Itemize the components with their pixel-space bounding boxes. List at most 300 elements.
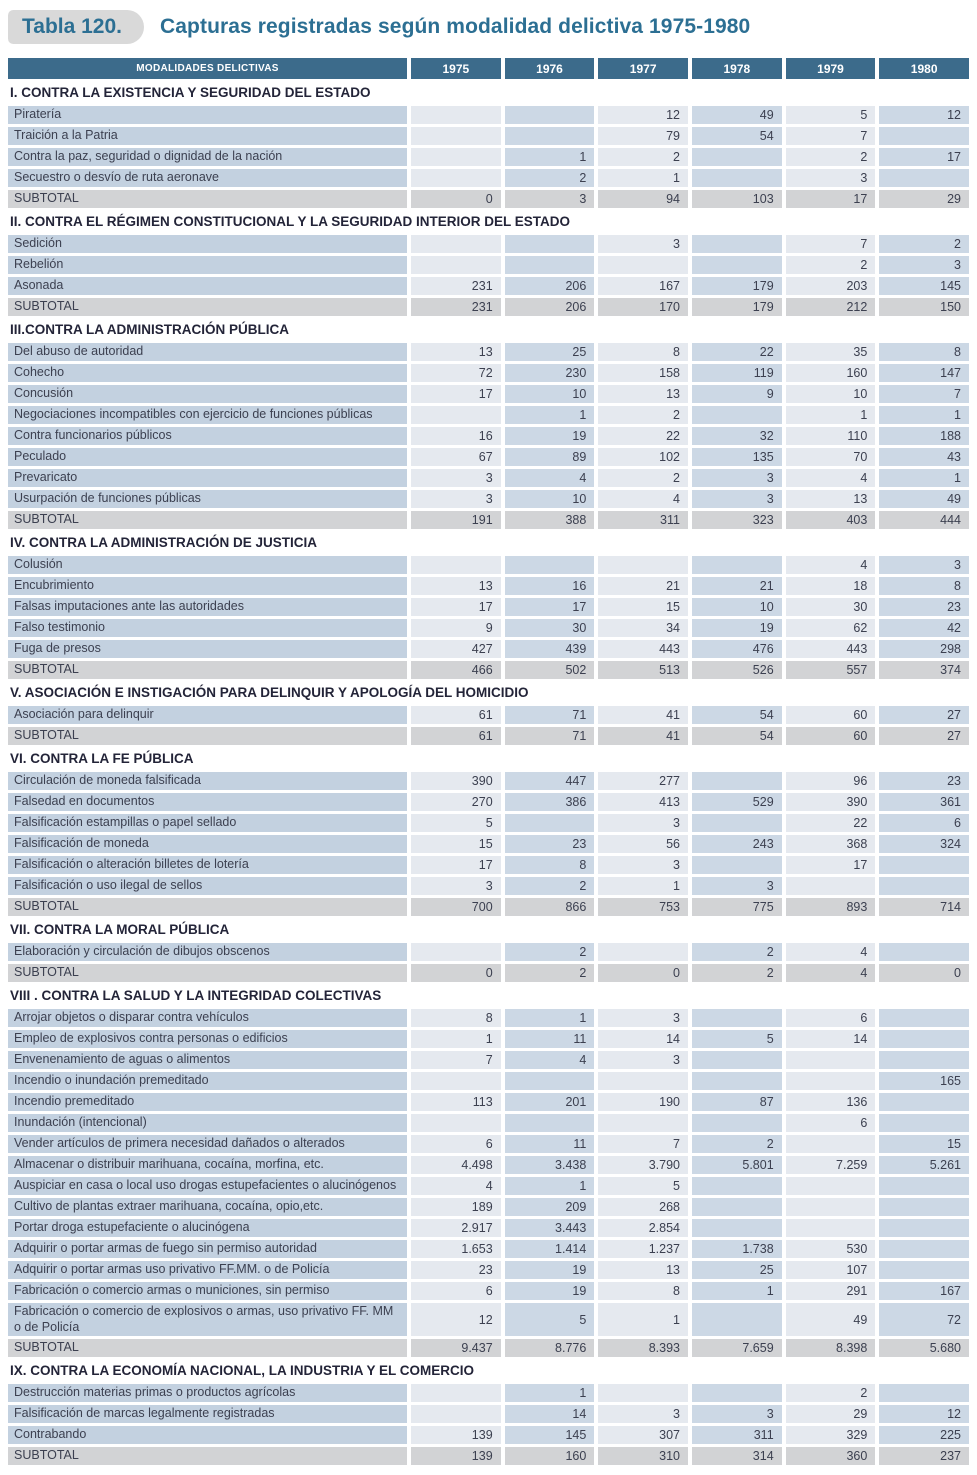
value-cell: 3 [598,1405,688,1423]
value-cell [505,106,595,124]
value-cell [411,943,501,961]
value-cell: 6 [411,1282,501,1300]
value-cell: 2 [505,943,595,961]
value-cell [411,406,501,424]
row-label: Fabricación o comercio armas o municiones, sin permiso [8,1282,407,1300]
value-cell: 3 [598,856,688,874]
value-cell: 67 [411,448,501,466]
value-cell: 17 [411,856,501,874]
value-cell: 42 [879,619,969,637]
value-cell: 14 [786,1030,876,1048]
value-cell: 502 [505,661,595,679]
value-cell: 1.653 [411,1240,501,1258]
value-cell: 167 [598,277,688,295]
value-cell: 145 [505,1426,595,1444]
value-cell: 89 [505,448,595,466]
row-label: Contra funcionarios públicos [8,427,407,445]
value-cell: 268 [598,1198,688,1216]
value-cell: 17 [786,856,876,874]
value-cell: 136 [786,1093,876,1111]
value-cell: 19 [505,1261,595,1279]
value-cell [505,256,595,274]
value-cell: 526 [692,661,782,679]
value-cell: 29 [786,1405,876,1423]
value-cell: 360 [786,1447,876,1465]
subtotal-row [8,511,969,529]
row-label: Falsificación de moneda [8,835,407,853]
value-cell [411,1072,501,1090]
value-cell: 714 [879,898,969,916]
table-row [8,1282,969,1300]
value-cell: 3 [598,814,688,832]
value-cell: 0 [879,964,969,982]
value-cell: 3 [879,256,969,274]
value-cell: 113 [411,1093,501,1111]
value-cell: 34 [598,619,688,637]
value-cell: 530 [786,1240,876,1258]
page-title: Capturas registradas según modalidad delictiva 1975-1980 [160,15,751,38]
value-cell: 150 [879,298,969,316]
row-label: Portar droga estupefaciente o alucinógena [8,1219,407,1237]
section-header: II. CONTRA EL RÉGIMEN CONSTITUCIONAL Y LA SEGURIDAD INTERIOR DEL ESTADO [8,211,969,232]
value-cell: 3 [598,1009,688,1027]
value-cell: 8 [879,577,969,595]
value-cell [505,814,595,832]
row-label: Falsificación o uso ilegal de sellos [8,877,407,895]
value-cell: 4 [786,469,876,487]
value-cell: 4 [598,490,688,508]
value-cell: 16 [411,427,501,445]
value-cell: 277 [598,772,688,790]
row-label: Usurpación de funciones públicas [8,490,407,508]
value-cell: 237 [879,1447,969,1465]
section-header: VI. CONTRA LA FE PÚBLICA [8,748,969,769]
row-label: Cohecho [8,364,407,382]
value-cell: 12 [598,106,688,124]
value-cell: 190 [598,1093,688,1111]
value-cell: 323 [692,511,782,529]
value-cell: 4 [786,943,876,961]
value-cell: 21 [692,577,782,595]
table-row [8,577,969,595]
row-label: Asonada [8,277,407,295]
value-cell: 5 [692,1030,782,1048]
value-cell: 11 [505,1135,595,1153]
value-cell: 7 [879,385,969,403]
column-header-1979: 1979 [786,58,876,79]
value-cell: 72 [411,364,501,382]
value-cell: 1 [692,1282,782,1300]
row-label: Destrucción materias primas o productos agrícolas [8,1384,407,1402]
value-cell: 8.393 [598,1339,688,1357]
row-label: SUBTOTAL [8,298,407,316]
row-label: SUBTOTAL [8,727,407,745]
value-cell: 49 [786,1303,876,1336]
value-cell: 4.498 [411,1156,501,1174]
value-cell: 10 [505,385,595,403]
table-row [8,1009,969,1027]
value-cell: 4 [411,1177,501,1195]
value-cell: 56 [598,835,688,853]
row-label: Envenenamiento de aguas o alimentos [8,1051,407,1069]
value-cell [598,1072,688,1090]
value-cell: 160 [786,364,876,382]
value-cell: 1 [879,469,969,487]
value-cell: 466 [411,661,501,679]
section-header: IV. CONTRA LA ADMINISTRACIÓN DE JUSTICIA [8,532,969,553]
value-cell: 2 [692,1135,782,1153]
subtotal-row [8,727,969,745]
value-cell: 1 [598,1303,688,1336]
value-cell: 12 [879,106,969,124]
value-cell: 4 [786,556,876,574]
value-cell: 3 [411,469,501,487]
value-cell: 5.801 [692,1156,782,1174]
value-cell: 19 [692,619,782,637]
value-cell: 3 [692,490,782,508]
value-cell: 32 [692,427,782,445]
value-cell: 5.261 [879,1156,969,1174]
value-cell: 513 [598,661,688,679]
value-cell: 243 [692,835,782,853]
value-cell: 390 [411,772,501,790]
table-row [8,1384,969,1402]
table-row [8,856,969,874]
value-cell: 403 [786,511,876,529]
value-cell [505,1114,595,1132]
value-cell: 5 [505,1303,595,1336]
value-cell: 12 [879,1405,969,1423]
value-cell: 30 [786,598,876,616]
table-row [8,556,969,574]
value-cell: 311 [692,1426,782,1444]
row-label: Cultivo de plantas extraer marihuana, cocaína, opio,etc. [8,1198,407,1216]
value-cell: 311 [598,511,688,529]
value-cell: 231 [411,277,501,295]
row-label: Colusión [8,556,407,574]
value-cell: 23 [505,835,595,853]
table-row [8,772,969,790]
value-cell: 103 [692,190,782,208]
value-cell [692,772,782,790]
value-cell: 0 [598,964,688,982]
value-cell: 206 [505,277,595,295]
value-cell: 2 [505,964,595,982]
value-cell: 14 [598,1030,688,1048]
value-cell: 54 [692,127,782,145]
value-cell: 444 [879,511,969,529]
table-header-row [8,58,969,79]
value-cell: 307 [598,1426,688,1444]
row-label: SUBTOTAL [8,1339,407,1357]
row-label: Concusión [8,385,407,403]
value-cell [411,235,501,253]
value-cell [692,1114,782,1132]
value-cell: 1 [411,1030,501,1048]
value-cell [692,1009,782,1027]
value-cell [598,256,688,274]
column-header-1980: 1980 [879,58,969,79]
value-cell: 8 [879,343,969,361]
value-cell [411,1405,501,1423]
value-cell: 0 [411,964,501,982]
table-body [8,82,969,1465]
row-label: Falso testimonio [8,619,407,637]
value-cell: 374 [879,661,969,679]
value-cell: 1 [598,877,688,895]
table-number-tag: Tabla 120. [8,10,144,44]
value-cell [411,556,501,574]
value-cell: 1 [598,169,688,187]
subtotal-row [8,190,969,208]
value-cell: 6 [411,1135,501,1153]
value-cell [786,1051,876,1069]
value-cell: 30 [505,619,595,637]
value-cell: 29 [879,190,969,208]
table-row [8,385,969,403]
value-cell: 4 [786,964,876,982]
value-cell: 310 [598,1447,688,1465]
value-cell: 17 [879,148,969,166]
value-cell: 139 [411,1426,501,1444]
value-cell: 3.443 [505,1219,595,1237]
table-row [8,1051,969,1069]
value-cell: 72 [879,1303,969,1336]
value-cell: 447 [505,772,595,790]
value-cell: 413 [598,793,688,811]
value-cell: 119 [692,364,782,382]
value-cell [505,556,595,574]
value-cell: 158 [598,364,688,382]
section-header: IX. CONTRA LA ECONOMÍA NACIONAL, LA INDUSTRIA Y EL COMERCIO [8,1360,969,1381]
value-cell: 8 [598,1282,688,1300]
row-label: Contrabando [8,1426,407,1444]
table-row [8,490,969,508]
value-cell: 201 [505,1093,595,1111]
value-cell: 3 [786,169,876,187]
statistics-table [8,58,969,1465]
row-label: Negociaciones incompatibles con ejercicio de funciones públicas [8,406,407,424]
value-cell: 3 [598,235,688,253]
table-row [8,448,969,466]
value-cell: 5 [598,1177,688,1195]
row-label: Inundación (intencional) [8,1114,407,1132]
table-row [8,835,969,853]
subtotal-row [8,661,969,679]
value-cell: 60 [786,706,876,724]
row-label: SUBTOTAL [8,511,407,529]
value-cell: 5 [786,106,876,124]
value-cell: 17 [505,598,595,616]
value-cell: 700 [411,898,501,916]
value-cell [879,1177,969,1195]
value-cell: 443 [786,640,876,658]
value-cell [692,148,782,166]
value-cell [505,127,595,145]
value-cell: 209 [505,1198,595,1216]
value-cell [879,1051,969,1069]
row-label: SUBTOTAL [8,661,407,679]
value-cell [411,1384,501,1402]
value-cell: 61 [411,706,501,724]
value-cell: 10 [786,385,876,403]
value-cell: 9.437 [411,1339,501,1357]
value-cell: 8 [411,1009,501,1027]
table-row [8,169,969,187]
row-label: Traición a la Patria [8,127,407,145]
table-row [8,1240,969,1258]
table-row [8,343,969,361]
row-label: Rebelión [8,256,407,274]
value-cell [692,1177,782,1195]
value-cell: 54 [692,706,782,724]
row-label: Peculado [8,448,407,466]
value-cell: 17 [786,190,876,208]
table-row [8,1114,969,1132]
value-cell: 96 [786,772,876,790]
table-row [8,814,969,832]
value-cell [411,1114,501,1132]
value-cell: 5 [411,814,501,832]
row-label: Incendio o inundación premeditado [8,1072,407,1090]
value-cell: 361 [879,793,969,811]
row-label: SUBTOTAL [8,898,407,916]
value-cell: 3 [692,469,782,487]
table-row [8,1198,969,1216]
row-label: Adquirir o portar armas uso privativo FF.MM. o de Policía [8,1261,407,1279]
row-label: Adquirir o portar armas de fuego sin permiso autoridad [8,1240,407,1258]
value-cell: 7.659 [692,1339,782,1357]
section-header: VII. CONTRA LA MORAL PÚBLICA [8,919,969,940]
value-cell [786,877,876,895]
value-cell: 2 [598,406,688,424]
value-cell: 6 [879,814,969,832]
table-row [8,427,969,445]
value-cell: 2 [505,877,595,895]
value-cell: 41 [598,706,688,724]
value-cell: 7 [786,127,876,145]
value-cell: 2 [598,148,688,166]
value-cell: 10 [692,598,782,616]
value-cell [598,556,688,574]
value-cell [879,1219,969,1237]
value-cell: 212 [786,298,876,316]
value-cell: 1.414 [505,1240,595,1258]
value-cell: 2 [692,943,782,961]
value-cell: 27 [879,727,969,745]
value-cell: 1 [786,406,876,424]
value-cell [692,256,782,274]
value-cell: 2 [786,1384,876,1402]
value-cell: 476 [692,640,782,658]
table-row [8,1261,969,1279]
table-row [8,598,969,616]
table-row [8,619,969,637]
value-cell [692,1303,782,1336]
table-row [8,877,969,895]
row-label: Piratería [8,106,407,124]
value-cell: 94 [598,190,688,208]
subtotal-row [8,1447,969,1465]
value-cell: 188 [879,427,969,445]
value-cell: 3.438 [505,1156,595,1174]
value-cell: 15 [411,835,501,853]
value-cell [879,1114,969,1132]
value-cell [879,1384,969,1402]
value-cell: 3 [505,190,595,208]
row-label: Encubrimiento [8,577,407,595]
value-cell: 3 [692,1405,782,1423]
table-row [8,1156,969,1174]
table-row [8,127,969,145]
value-cell: 191 [411,511,501,529]
value-cell: 2 [598,469,688,487]
table-row [8,469,969,487]
value-cell: 10 [505,490,595,508]
section-header: VIII . CONTRA LA SALUD Y LA INTEGRIDAD COLECTIVAS [8,985,969,1006]
value-cell: 3 [411,877,501,895]
value-cell: 22 [598,427,688,445]
value-cell: 12 [411,1303,501,1336]
value-cell: 139 [411,1447,501,1465]
subtotal-row [8,964,969,982]
row-label: Falsas imputaciones ante las autoridades [8,598,407,616]
value-cell: 329 [786,1426,876,1444]
value-cell: 62 [786,619,876,637]
row-label: Falsedad en documentos [8,793,407,811]
value-cell: 13 [598,385,688,403]
value-cell: 160 [505,1447,595,1465]
value-cell: 23 [879,598,969,616]
value-cell: 145 [879,277,969,295]
value-cell: 15 [879,1135,969,1153]
value-cell: 21 [598,577,688,595]
value-cell: 23 [411,1261,501,1279]
value-cell [879,1030,969,1048]
value-cell [786,1219,876,1237]
row-label: Fabricación o comercio de explosivos o armas, uso privativo FF. MM o de Policía [8,1303,407,1336]
value-cell: 23 [879,772,969,790]
value-cell: 775 [692,898,782,916]
value-cell: 2 [505,169,595,187]
value-cell: 8 [598,343,688,361]
value-cell [786,1072,876,1090]
row-label: Fuga de presos [8,640,407,658]
value-cell: 25 [505,343,595,361]
column-header-modalidades: MODALIDADES DELICTIVAS [8,58,407,79]
value-cell: 4 [505,469,595,487]
subtotal-row [8,298,969,316]
value-cell: 2 [786,148,876,166]
column-header-1975: 1975 [411,58,501,79]
value-cell: 61 [411,727,501,745]
value-cell: 35 [786,343,876,361]
value-cell: 3.790 [598,1156,688,1174]
value-cell: 79 [598,127,688,145]
value-cell: 225 [879,1426,969,1444]
value-cell: 49 [879,490,969,508]
value-cell [879,127,969,145]
value-cell: 179 [692,277,782,295]
value-cell: 390 [786,793,876,811]
value-cell [692,814,782,832]
value-cell: 443 [598,640,688,658]
value-cell: 753 [598,898,688,916]
value-cell: 15 [598,598,688,616]
value-cell: 298 [879,640,969,658]
table-row [8,277,969,295]
value-cell: 2 [692,964,782,982]
